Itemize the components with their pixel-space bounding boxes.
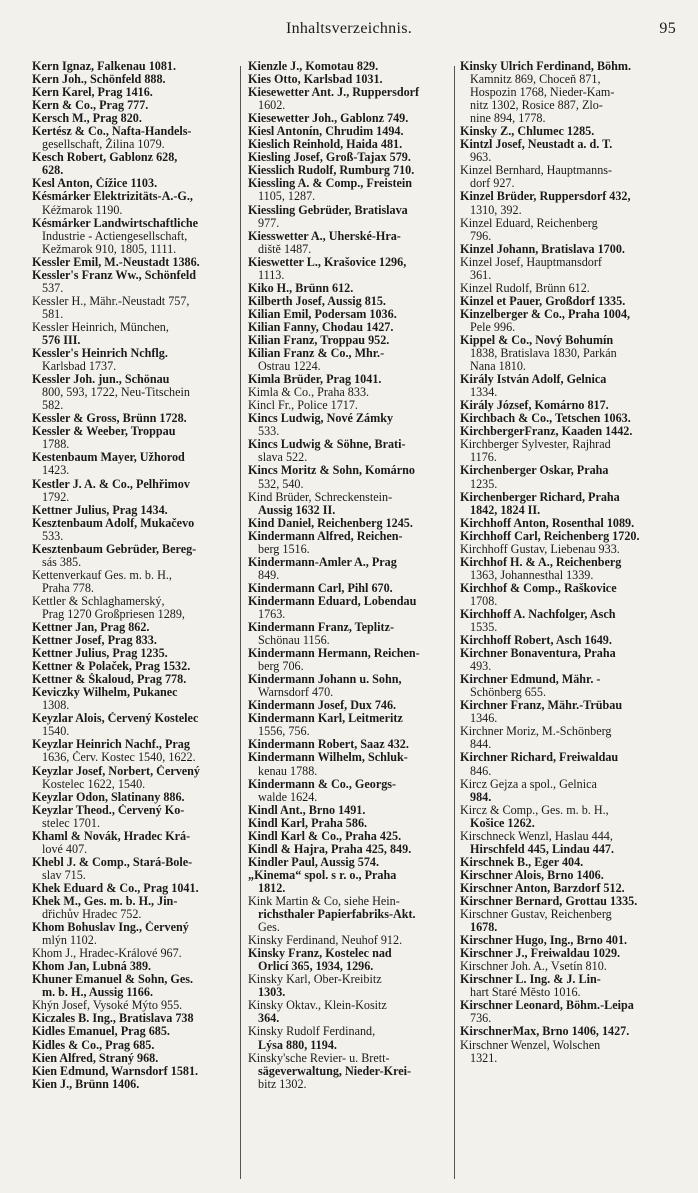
index-entry: Khom J., Hradec-Králové 967. xyxy=(32,947,182,961)
index-entry: Kettner Josef, Prag 833. xyxy=(32,634,157,648)
index-entry: Keyzlar Odon, Slatinany 886. xyxy=(32,790,185,804)
index-entry: Kettler & Schlaghamerský, xyxy=(32,594,165,608)
index-entry: 849. xyxy=(258,568,280,582)
index-entry: Kircz Gejza a spol., Gelnica xyxy=(460,777,597,791)
index-entry: Kindl & Hajra, Praha 425, 849. xyxy=(248,842,412,856)
index-entry: 800, 593, 1722, Neu-Titschein xyxy=(42,386,190,400)
index-entry: KirchbergerFranz, Kaaden 1442. xyxy=(460,425,633,439)
index-entry: 581. xyxy=(42,307,64,321)
index-entry: Kilian Franz & Co., Mhr.- xyxy=(248,347,385,361)
index-entry: slav 715. xyxy=(42,868,86,882)
index-entry: Kind Brüder, Schreckenstein- xyxy=(248,490,393,504)
index-entry: Kindermann Franz, Teplitz- xyxy=(248,621,395,635)
index-entry: Kircz & Comp., Ges. m. b. H., xyxy=(460,803,609,817)
index-entry: Kienzle J., Komotau 829. xyxy=(248,60,379,73)
index-entry: 1113. xyxy=(258,268,285,282)
index-entry: Kessler Emil, M.-Neustadt 1386. xyxy=(32,255,200,269)
index-entry: 1310, 392. xyxy=(470,203,522,217)
index-entry: Khuner Emanuel & Sohn, Ges. xyxy=(32,973,194,987)
index-entry: 1812. xyxy=(258,881,286,895)
index-entry: Kern Ignaz, Falkenau 1081. xyxy=(32,60,177,73)
index-entry: Kien J., Brünn 1406. xyxy=(32,1077,140,1091)
index-entry: Kiesswetter A., Uherské-Hra- xyxy=(248,229,401,243)
index-entry: Kessler's Franz Ww., Schönfeld xyxy=(32,268,197,282)
index-entry: Kindermann-Amler A., Prag xyxy=(248,555,397,569)
page-header xyxy=(0,20,698,42)
index-entry: berg 1516. xyxy=(258,542,310,556)
index-entry: Warnsdorf 470. xyxy=(258,686,334,700)
index-entry: Kirchbach & Co., Tetschen 1063. xyxy=(460,412,631,426)
index-entry: Kestenbaum Mayer, Užhorod xyxy=(32,451,185,465)
index-entry: Kesztenbaum Adolf, Mukačevo xyxy=(32,516,195,530)
index-entry: Király József, Komárno 817. xyxy=(460,399,609,413)
index-entry: Kéžmarok 1190. xyxy=(42,203,123,217)
index-entry: richsthaler Papierfabriks-Akt. xyxy=(258,908,416,922)
index-entry: KirschnerMax, Brno 1406, 1427. xyxy=(460,1025,630,1039)
index-entry: Kiesewetter Ant. J., Ruppersdorf xyxy=(248,86,420,100)
index-entry: berg 706. xyxy=(258,660,304,674)
index-entry: Kinzelberger & Co., Praha 1004, xyxy=(460,307,631,321)
index-entry: Kiessling Gebrüder, Bratislava xyxy=(248,203,408,217)
index-entry: Khek M., Ges. m. b. H., Jin- xyxy=(32,895,178,908)
index-entry: Khaml & Novák, Hradec Krá- xyxy=(32,829,191,843)
index-entry: 1423. xyxy=(42,464,70,478)
index-entry: Kieswetter L., Krašovice 1296, xyxy=(248,255,407,269)
index-entry: Kiesewetter Joh., Gablonz 749. xyxy=(248,112,409,126)
index-entry: Kindermann Karl, Leitmeritz xyxy=(248,712,403,726)
index-entry: Kirschner Joh. A., Vsetín 810. xyxy=(460,960,607,974)
index-entry: Kern & Co., Prag 777. xyxy=(32,99,149,113)
index-entry: 1363, Johannesthal 1339. xyxy=(470,568,594,582)
index-entry: Kink Martin & Co, siehe Hein- xyxy=(248,895,400,908)
index-entry: Kinsky Ulrich Ferdinand, Böhm. xyxy=(460,60,632,73)
index-entry: Kindermann Carl, Pihl 670. xyxy=(248,581,393,595)
index-entry: Praha 778. xyxy=(42,581,94,595)
index-entry: Kien Edmund, Warnsdorf 1581. xyxy=(32,1064,199,1078)
index-entry: Keviczky Wilhelm, Pukanec xyxy=(32,686,178,700)
index-entry: 1235. xyxy=(470,477,498,491)
index-entry: Kincs Ludwig & Söhne, Brati- xyxy=(248,438,406,452)
index-entry: Késmárker Elektrizitäts-A.-G., xyxy=(32,190,193,204)
index-entry: Kindermann Alfred, Reichen- xyxy=(248,529,403,543)
index-entry: 1792. xyxy=(42,490,70,504)
index-entry: Kirschner Wenzel, Wolschen xyxy=(460,1038,601,1052)
index-entry: Kessler & Gross, Brünn 1728. xyxy=(32,412,187,426)
index-entry: 364. xyxy=(258,1012,280,1026)
index-entry: Kien Alfred, Straný 968. xyxy=(32,1051,159,1065)
index-entry: 628. xyxy=(42,164,64,178)
index-entry: Industrie - Actiengesellschaft, xyxy=(42,229,188,243)
index-entry: Király István Adolf, Gelnica xyxy=(460,373,607,387)
index-entry: Kinzel Josef, Hauptmansdorf xyxy=(460,255,602,269)
index-entry: Kindermann Wilhelm, Schluk- xyxy=(248,751,408,765)
index-entry: walde 1624. xyxy=(258,790,318,804)
index-entry: Kettner & Polaček, Prag 1532. xyxy=(32,660,191,674)
index-entry: bitz 1302. xyxy=(258,1077,307,1091)
index-entry: Kintzl Josef, Neustadt a. d. T. xyxy=(460,138,613,152)
index-entry: gesellschaft, Žilina 1079. xyxy=(42,138,165,152)
index-entry: 846. xyxy=(470,764,492,778)
index-entry: kenau 1788. xyxy=(258,764,318,778)
index-entry: Aussig 1632 II. xyxy=(258,503,336,517)
index-entry: Kinzel Bernhard, Hauptmanns- xyxy=(460,164,613,178)
index-entry: sägeverwaltung, Nieder-Krei- xyxy=(258,1064,412,1078)
index-column-3 xyxy=(460,60,670,1065)
index-entry: Kinsky Ferdinand, Neuhof 912. xyxy=(248,934,403,948)
index-entry: 796. xyxy=(470,229,492,243)
index-entry: Kidles Emanuel, Prag 685. xyxy=(32,1025,170,1039)
index-entry: Karlsbad 1737. xyxy=(42,360,117,374)
index-entry: 977. xyxy=(258,216,280,230)
index-entry: Kinzel Johann, Bratislava 1700. xyxy=(460,242,625,256)
index-entry: Keyzlar Heinrich Nachf., Prag xyxy=(32,738,190,752)
index-entry: Keyzlar Alois, Červený Kostelec xyxy=(32,712,199,726)
index-entry: Kirschneck Wenzl, Haslau 444, xyxy=(460,829,613,843)
index-entry: Kindermann Josef, Dux 746. xyxy=(248,699,397,713)
index-entry: Kersch M., Prag 820. xyxy=(32,112,142,126)
index-entry: Keyzlar Josef, Norbert, Červený xyxy=(32,764,201,778)
index-entry: Hospozin 1768, Nieder-Kam- xyxy=(470,86,615,100)
index-column-2 xyxy=(248,60,453,1091)
index-entry: 1321. xyxy=(470,1051,498,1065)
column-divider xyxy=(240,66,241,1179)
index-column-1 xyxy=(32,60,238,1091)
page-number: 95 xyxy=(659,20,676,37)
index-entry: Kirchhoff Robert, Asch 1649. xyxy=(460,634,612,648)
index-entry: Keyzlar Theod., Červený Ko- xyxy=(32,803,185,817)
index-entry: Kincs Moritz & Sohn, Komárno xyxy=(248,464,415,478)
index-entry: m. b. H., Aussig 1166. xyxy=(42,986,153,1000)
index-entry: 1788. xyxy=(42,438,70,452)
index-entry: Kirchenberger Oskar, Praha xyxy=(460,464,609,478)
index-entry: stelec 1701. xyxy=(42,816,100,830)
index-entry: Hirschfeld 445, Lindau 447. xyxy=(470,842,615,856)
index-entry: 532, 540. xyxy=(258,477,304,491)
index-entry: Kertész & Co., Nafta-Handels- xyxy=(32,125,192,139)
index-entry: 1346. xyxy=(470,712,498,726)
index-entry: Kirchner Franz, Mähr.-Trübau xyxy=(460,699,623,713)
index-entry: Kirchhof & Comp., Raškovice xyxy=(460,581,617,595)
index-entry: Kirchhoff A. Nachfolger, Asch xyxy=(460,607,616,621)
index-entry: Lýsa 880, 1194. xyxy=(258,1038,337,1052)
index-entry: 1334. xyxy=(470,386,498,400)
index-entry: Kirschner Gustav, Reichenberg xyxy=(460,908,612,922)
index-entry: Ges. xyxy=(258,921,280,935)
index-entry: Kirchhof H. & A., Reichenberg xyxy=(460,555,622,569)
index-entry: 1636, Červ. Kostec 1540, 1622. xyxy=(42,751,196,765)
index-entry: Kettner & Škaloud, Prag 778. xyxy=(32,673,187,687)
index-entry: Kessler Joh. jun., Schönau xyxy=(32,373,170,387)
index-entry: Kiczales B. Ing., Bratislava 738 xyxy=(32,1012,194,1026)
index-entry: Kinsky'sche Revier- u. Brett- xyxy=(248,1051,390,1065)
index-entry: 1308. xyxy=(42,699,70,713)
index-entry: 736. xyxy=(470,1012,492,1026)
index-entry: 1838, Bratislava 1830, Parkán xyxy=(470,347,617,361)
index-entry: Kirschner Anton, Barzdorf 512. xyxy=(460,881,625,895)
index-entry: Kinzel Brüder, Ruppersdorf 432, xyxy=(460,190,631,204)
index-entry: Kind Daniel, Reichenberg 1245. xyxy=(248,516,413,530)
index-entry: Kirchner Richard, Freiwaldau xyxy=(460,751,619,765)
index-entry: Kirchner Edmund, Mähr. - xyxy=(460,673,601,687)
index-entry: Kirschner J., Freiwaldau 1029. xyxy=(460,947,621,961)
index-entry: Orlicí 365, 1934, 1296. xyxy=(258,960,374,974)
index-entry: Kindermann Eduard, Lobendau xyxy=(248,594,417,608)
index-entry: Kincs Ludwig, Nové Zámky xyxy=(248,412,394,426)
index-entry: Kiko H., Brünn 612. xyxy=(248,281,354,295)
index-entry: sás 385. xyxy=(42,555,82,569)
index-entry: 361. xyxy=(470,268,492,282)
index-entry: Kestler J. A. & Co., Pelhřimov xyxy=(32,477,190,491)
index-entry: Kieslich Reinhold, Haida 481. xyxy=(248,138,403,152)
index-entry: Kirschner Bernard, Grottau 1335. xyxy=(460,895,638,908)
index-entry: Kettenverkauf Ges. m. b. H., xyxy=(32,568,172,582)
index-entry: Kidles & Co., Prag 685. xyxy=(32,1038,155,1052)
index-entry: 984. xyxy=(470,790,492,804)
index-entry: Kies Otto, Karlsbad 1031. xyxy=(248,73,383,87)
index-entry: Nana 1810. xyxy=(470,360,526,374)
page-title: Inhaltsverzeichnis. xyxy=(285,20,413,37)
column-divider xyxy=(454,66,455,1179)
index-entry: dřichův Hradec 752. xyxy=(42,908,142,922)
index-entry: Kinzel et Pauer, Großdorf 1335. xyxy=(460,294,626,308)
index-entry: 1556, 756. xyxy=(258,725,310,739)
index-entry: Kessler & Weeber, Troppau xyxy=(32,425,176,439)
index-entry: Kippel & Co., Nový Bohumín xyxy=(460,333,614,347)
index-entry: Kinsky Rudolf Ferdinand, xyxy=(248,1025,376,1039)
index-entry: Kindler Paul, Aussig 574. xyxy=(248,855,379,869)
index-entry: Schönau 1156. xyxy=(258,634,330,648)
index-entry: 1763. xyxy=(258,607,286,621)
index-entry: Kilian Franz, Troppau 952. xyxy=(248,333,390,347)
index-entry: Khýn Josef, Vysoké Mýto 955. xyxy=(32,999,183,1013)
index-entry: Kindermann Johann u. Sohn, xyxy=(248,673,402,687)
index-entry: Késmárker Landwirtschaftliche xyxy=(32,216,199,230)
index-entry: Kessler Heinrich, München, xyxy=(32,320,169,334)
index-entry: Kirchner Moriz, M.-Schönberg xyxy=(460,725,612,739)
index-entry: Kirchberger Sylvester, Rajhrad xyxy=(460,438,611,452)
index-entry: 1602. xyxy=(258,99,286,113)
index-entry: Kern Karel, Prag 1416. xyxy=(32,86,153,100)
index-entry: 582. xyxy=(42,399,64,413)
index-entry: Kincl Fr., Police 1717. xyxy=(248,399,358,413)
index-entry: 844. xyxy=(470,738,492,752)
index-entry: Kostelec 1622, 1540. xyxy=(42,777,146,791)
index-entry: Kern Joh., Schönfeld 888. xyxy=(32,73,166,87)
index-entry: Kindl Karl & Co., Praha 425. xyxy=(248,829,402,843)
index-entry: Kirchhoff Carl, Reichenberg 1720. xyxy=(460,529,640,543)
index-entry: 1708. xyxy=(470,594,498,608)
index-entry: mlýn 1102. xyxy=(42,934,97,948)
index-entry: Kilian Emil, Podersam 1036. xyxy=(248,307,397,321)
index-entry: Kinzel Rudolf, Brünn 612. xyxy=(460,281,590,295)
index-entry: Pele 996. xyxy=(470,320,516,334)
index-entry: Kirschnek B., Eger 404. xyxy=(460,855,584,869)
index-entry: nine 894, 1778. xyxy=(470,112,546,126)
index-entry: Kimla & Co., Praha 833. xyxy=(248,386,370,400)
index-entry: Kežmarok 910, 1805, 1111. xyxy=(42,242,177,256)
index-entry: 1303. xyxy=(258,986,286,1000)
index-entry: Kilian Fanny, Chodau 1427. xyxy=(248,320,394,334)
index-entry: Kinzel Eduard, Reichenberg xyxy=(460,216,598,230)
index-entry: Kessler's Heinrich Nchflg. xyxy=(32,347,168,361)
index-entry: Khebl J. & Comp., Stará-Bole- xyxy=(32,855,193,869)
index-entry: Kiesl Antonín, Chrudim 1494. xyxy=(248,125,404,139)
index-entry: 1540. xyxy=(42,725,70,739)
index-entry: 1535. xyxy=(470,621,498,635)
index-entry: Kirschner L. Ing. & J. Lin- xyxy=(460,973,601,987)
index-entry: Kindl Ant., Brno 1491. xyxy=(248,803,366,817)
index-entry: „Kinema“ spol. s r. o., Praha xyxy=(248,868,397,882)
index-entry: Kiesslich Rudolf, Rumburg 710. xyxy=(248,164,415,178)
index-entry: Khom Jan, Lubná 389. xyxy=(32,960,152,974)
index-entry: 533. xyxy=(258,425,280,439)
index-entry: 493. xyxy=(470,660,492,674)
index-entry: lové 407. xyxy=(42,842,88,856)
index-entry: nitz 1302, Rosice 887, Zlo- xyxy=(470,99,603,113)
index-entry: Kirchenberger Richard, Praha xyxy=(460,490,620,504)
index-entry: Kirchhoff Gustav, Liebenau 933. xyxy=(460,542,620,556)
index-entry: 533. xyxy=(42,529,64,543)
index-entry: Kettner Jan, Prag 862. xyxy=(32,621,150,635)
index-entry: 963. xyxy=(470,151,492,165)
index-entry: Kettner Julius, Prag 1235. xyxy=(32,647,168,661)
index-entry: Kirchner Bonaventura, Praha xyxy=(460,647,616,661)
index-entry: 1842, 1824 II. xyxy=(470,503,541,517)
index-entry: 1105, 1287. xyxy=(258,190,316,204)
index-entry: Kirschner Alois, Brno 1406. xyxy=(460,868,604,882)
index-entry: Kettner Julius, Prag 1434. xyxy=(32,503,168,517)
index-entry: Košice 1262. xyxy=(470,816,535,830)
index-entry: Kesztenbaum Gebrüder, Bereg- xyxy=(32,542,197,556)
index-entry: Kimla Brüder, Prag 1041. xyxy=(248,373,382,387)
index-entry: Kinsky Oktav., Klein-Kositz xyxy=(248,999,387,1013)
index-entry: Schönberg 655. xyxy=(470,686,546,700)
index-entry: Kirchhoff Anton, Rosenthal 1089. xyxy=(460,516,635,530)
index-entry: Kirschner Leonard, Böhm.-Leipa xyxy=(460,999,634,1013)
index-entry: Kilberth Josef, Aussig 815. xyxy=(248,294,386,308)
index-entry: Kessler H., Mähr.-Neustadt 757, xyxy=(32,294,190,308)
index-entry: diště 1487. xyxy=(258,242,312,256)
index-entry: 576 III. xyxy=(42,333,81,347)
index-entry: Kesch Robert, Gablonz 628, xyxy=(32,151,178,165)
index-entry: Kindermann Robert, Saaz 432. xyxy=(248,738,409,752)
index-entry: Kirschner Hugo, Ing., Brno 401. xyxy=(460,934,628,948)
index-entry: Kinsky Franz, Kostelec nad xyxy=(248,947,392,961)
index-entry: Kindermann Hermann, Reichen- xyxy=(248,647,420,661)
index-entry: Kindermann & Co., Georgs- xyxy=(248,777,397,791)
index-entry: Prag 1270 Großpriesen 1289, xyxy=(42,607,185,621)
index-entry: Kindl Karl, Praha 586. xyxy=(248,816,368,830)
index-entry: Kiessling A. & Comp., Freistein xyxy=(248,177,413,191)
index-entry: Kinsky Karl, Ober-Kreibitz xyxy=(248,973,382,987)
index-entry: dorf 927. xyxy=(470,177,515,191)
index-entry: Kinsky Z., Chlumec 1285. xyxy=(460,125,595,139)
index-entry: slava 522. xyxy=(258,451,308,465)
index-entry: hart Staré Město 1016. xyxy=(470,986,581,1000)
index-entry: Ostrau 1224. xyxy=(258,360,321,374)
index-entry: Kesl Anton, Čížice 1103. xyxy=(32,177,158,191)
index-entry: Kamnitz 869, Choceň 871, xyxy=(470,73,601,87)
index-entry: 537. xyxy=(42,281,64,295)
index-entry: Kiesling Josef, Groß-Tajax 579. xyxy=(248,151,411,165)
index-entry: 1176. xyxy=(470,451,497,465)
index-entry: Khom Bohuslav Ing., Červený xyxy=(32,921,189,935)
index-entry: 1678. xyxy=(470,921,498,935)
index-entry: Khek Eduard & Co., Prag 1041. xyxy=(32,881,199,895)
